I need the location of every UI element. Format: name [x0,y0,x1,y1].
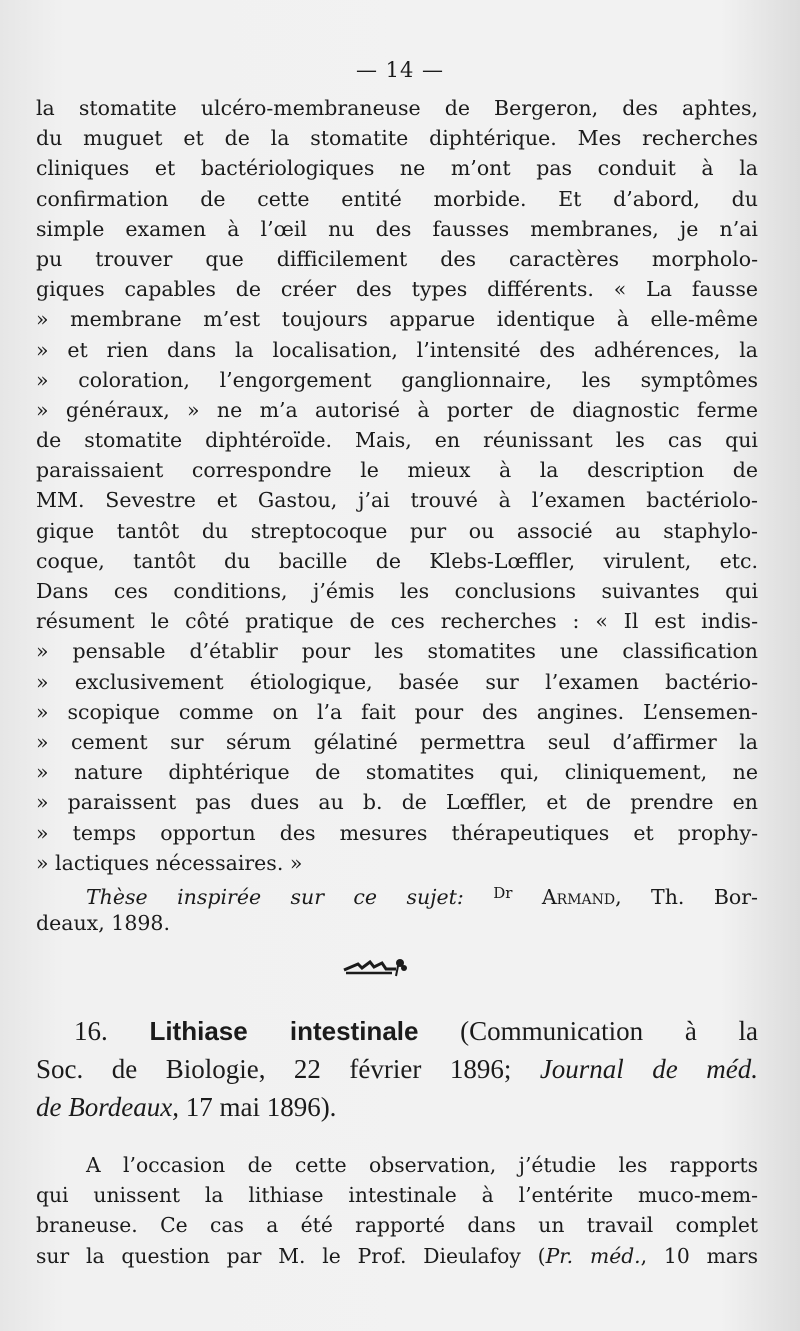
text-line: » coloration, l’engorgement ganglionnaire, les symptômes [36,367,758,392]
heading-date: 17 mai 1896). [178,1092,337,1122]
text-line: » scopique comme on l’a fait pour des angines. L’ensemen- [36,699,758,724]
text-line: MM. Sevestre et Gastou, j’ai trouvé à l’examen bactériolo- [36,488,758,513]
text-line: » exclusivement étiologique, basée sur l’examen bactério- [36,669,758,694]
heading-rest: (Communication à la [418,1016,758,1046]
section-title: Lithiase intestinale [149,1016,419,1046]
journal-abbrev: Pr. méd. [545,1243,641,1268]
thesis-note [36,878,758,908]
text-line: Dans ces conditions, j’émis les conclusions suivantes qui [36,579,758,603]
text-line: » temps opportun des mesures thérapeutiques et prophy- [36,820,758,845]
text-line: la stomatite ulcéro-membraneuse de Bergeron, des aphtes, [36,96,758,120]
text-line: braneuse. Ce cas a été rapporté dans un travail complet [36,1213,758,1238]
heading-line-2 [36,1050,758,1088]
text-line: » généraux, » ne m’a autorisé à porter de diagnostic ferme [36,397,758,422]
thesis-author: Armand [541,884,616,909]
heading-line-3 [36,1088,758,1126]
text-line: simple examen à l’œil nu des fausses membranes, je n’ai [36,216,758,241]
page-number: — 14 — [355,58,445,82]
text-line: A l’occasion de cette observation, j’étudie les rapports [86,1153,758,1177]
text-line: » membrane m’est toujours apparue identique à elle-même [36,307,758,332]
text-line: résument le côté pratique de ces recherches : « Il est indis- [36,609,758,634]
text-line: pu trouver que difficilement des caractères morpholo- [36,246,758,271]
text-line: » lactiques nécessaires. » [36,850,303,875]
text-line: » et rien dans la localisation, l’intensité des adhérences, la [36,337,758,362]
heading-source: Soc. de Biologie, 22 février 1896; [36,1054,512,1084]
text-line: coque, tantôt du bacille de Klebs-Lœffler, virulent, etc. [36,548,758,573]
fleuron-ornament [340,954,410,978]
author-prefix: Dr [493,883,513,902]
text-line: du muguet et de la stomatite diphtérique. Mes recherches [36,126,758,151]
journal-name-cont: de Bordeaux, [36,1092,179,1122]
text-line: confirmation de cette entité morbide. Et d’abord, du [36,186,758,211]
text-line: » paraissent pas dues au b. de Lœffler, et de prendre en [36,790,758,815]
section-heading [36,1012,758,1126]
line-end: , 10 mars [640,1243,759,1268]
text-line: de stomatite diphtéroïde. Mais, en réunissant les cas qui [36,428,758,453]
text-line: gique tantôt du streptocoque pur ou associé au staphylo- [36,518,758,543]
journal-name: Journal de méd. [539,1054,758,1084]
text-line: cliniques et bactériologiques ne m’ont pas conduit à la [36,156,758,181]
thesis-label: Thèse inspirée sur ce sujet: [86,884,464,909]
text-line: » cement sur sérum gélatiné permettra seul d’affirmer la [36,729,758,754]
text-line: paraissaient correspondre le mieux à la description de [36,458,758,483]
text-line: giques capables de créer des types différents. « La fausse [36,277,758,302]
paragraph-stomatitis [36,93,758,938]
line-start: sur la question par M. le Prof. Dieulafoy ( [36,1243,546,1268]
thesis-note-line-2: deaux, 1898. [36,911,170,936]
text-line: qui unissent la lithiase intestinale à l’entérite muco-mem- [36,1183,758,1208]
paragraph-lithiasis [36,1150,758,1271]
section-number: 16. [74,1016,108,1046]
thesis-rest: , Th. Bor- [615,884,758,909]
text-line: » nature diphtérique de stomatites qui, cliniquement, ne [36,760,758,785]
text-line: » pensable d’établir pour les stomatites une classification [36,639,758,664]
text-line-last [36,1241,758,1271]
heading-line-1 [36,1012,758,1050]
